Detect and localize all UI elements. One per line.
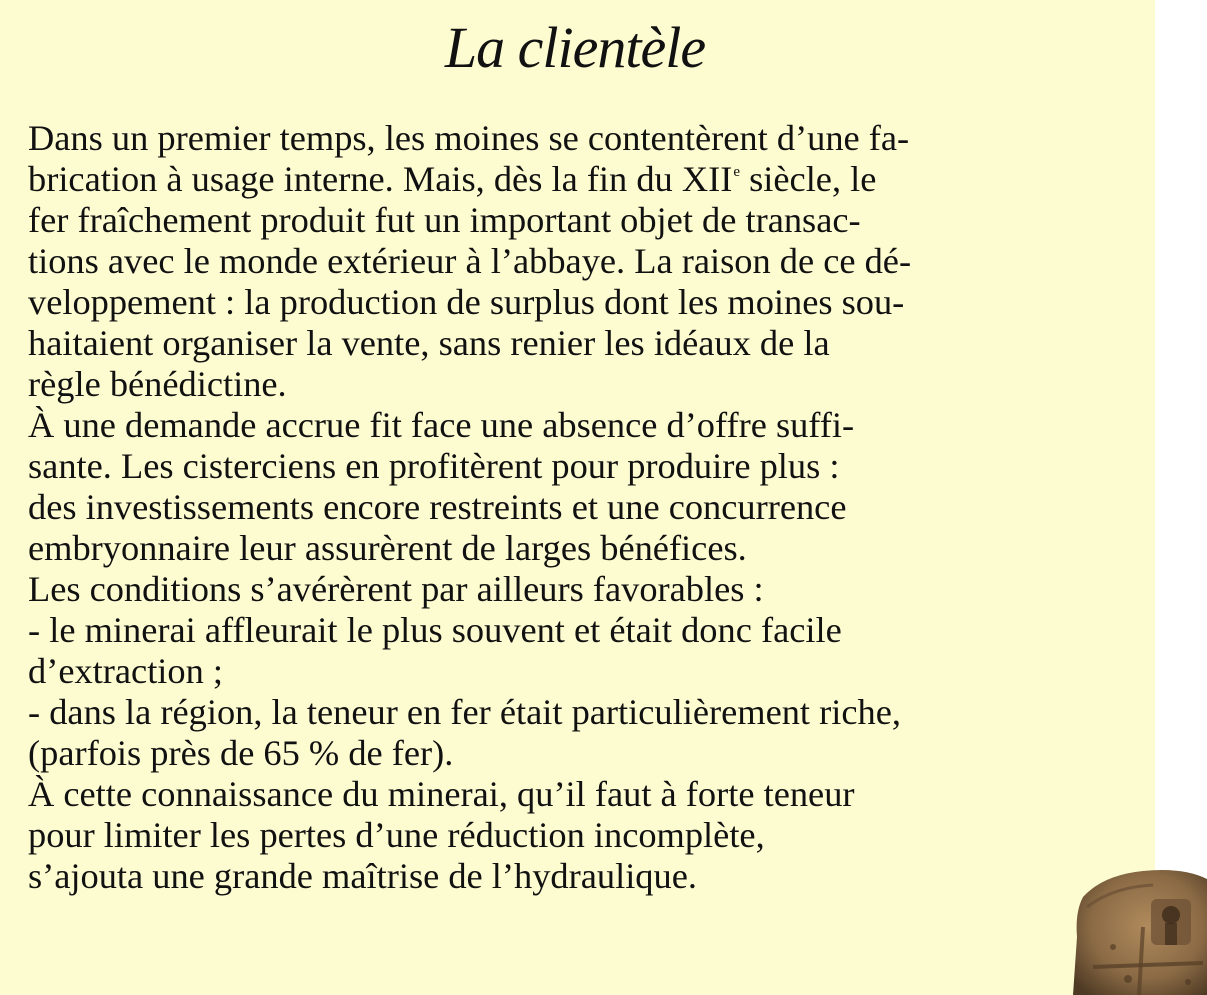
text-line: des investissements encore restreints et une concurrence xyxy=(28,487,847,527)
text-line: sante. Les cisterciens en profitèrent pour produire plus : xyxy=(28,446,840,486)
text-line: embryonnaire leur assurèrent de larges bénéfices. xyxy=(28,528,747,568)
text-line: À une demande accrue fit face une absence d’offre suffi- xyxy=(28,405,855,445)
text-line: tions avec le monde extérieur à l’abbaye. La raison de ce dé- xyxy=(28,241,912,281)
paragraph-4 xyxy=(28,774,1126,897)
text-line-part: siècle, le xyxy=(740,159,877,199)
text-line: (parfois près de 65 % de fer). xyxy=(28,733,454,773)
text-line: - le minerai affleurait le plus souvent et était donc facile xyxy=(28,610,842,650)
paragraph-2 xyxy=(28,405,1126,569)
text-line xyxy=(28,159,1126,200)
superscript: e xyxy=(733,164,741,180)
text-line-part: brication à usage interne. Mais, dès la fin du XII xyxy=(28,159,733,199)
text-line: règle bénédictine. xyxy=(28,364,287,404)
text-line: s’ajouta une grande maîtrise de l’hydraulique. xyxy=(28,856,697,896)
body-text xyxy=(28,118,1126,897)
stone-relief-image xyxy=(1073,867,1207,995)
text-line: Dans un premier temps, les moines se contentèrent d’une fa- xyxy=(28,118,910,158)
text-line: haitaient organiser la vente, sans renier les idéaux de la xyxy=(28,323,830,363)
page-title: La clientèle xyxy=(444,15,706,80)
text-line: pour limiter les pertes d’une réduction incomplète, xyxy=(28,815,765,855)
paragraph-1 xyxy=(28,118,1126,405)
text-line: - dans la région, la teneur en fer était particulièrement riche, xyxy=(28,692,901,732)
text-line: veloppement : la production de surplus dont les moines sou- xyxy=(28,282,905,322)
text-line: d’extraction ; xyxy=(28,651,224,691)
text-line: À cette connaissance du minerai, qu’il faut à forte teneur xyxy=(28,774,855,814)
text-line: Les conditions s’avérèrent par ailleurs favorables : xyxy=(28,569,764,609)
paragraph-3 xyxy=(28,569,1126,774)
page-margin xyxy=(1155,0,1207,995)
text-line: fer fraîchement produit fut un important objet de transac- xyxy=(28,200,861,240)
